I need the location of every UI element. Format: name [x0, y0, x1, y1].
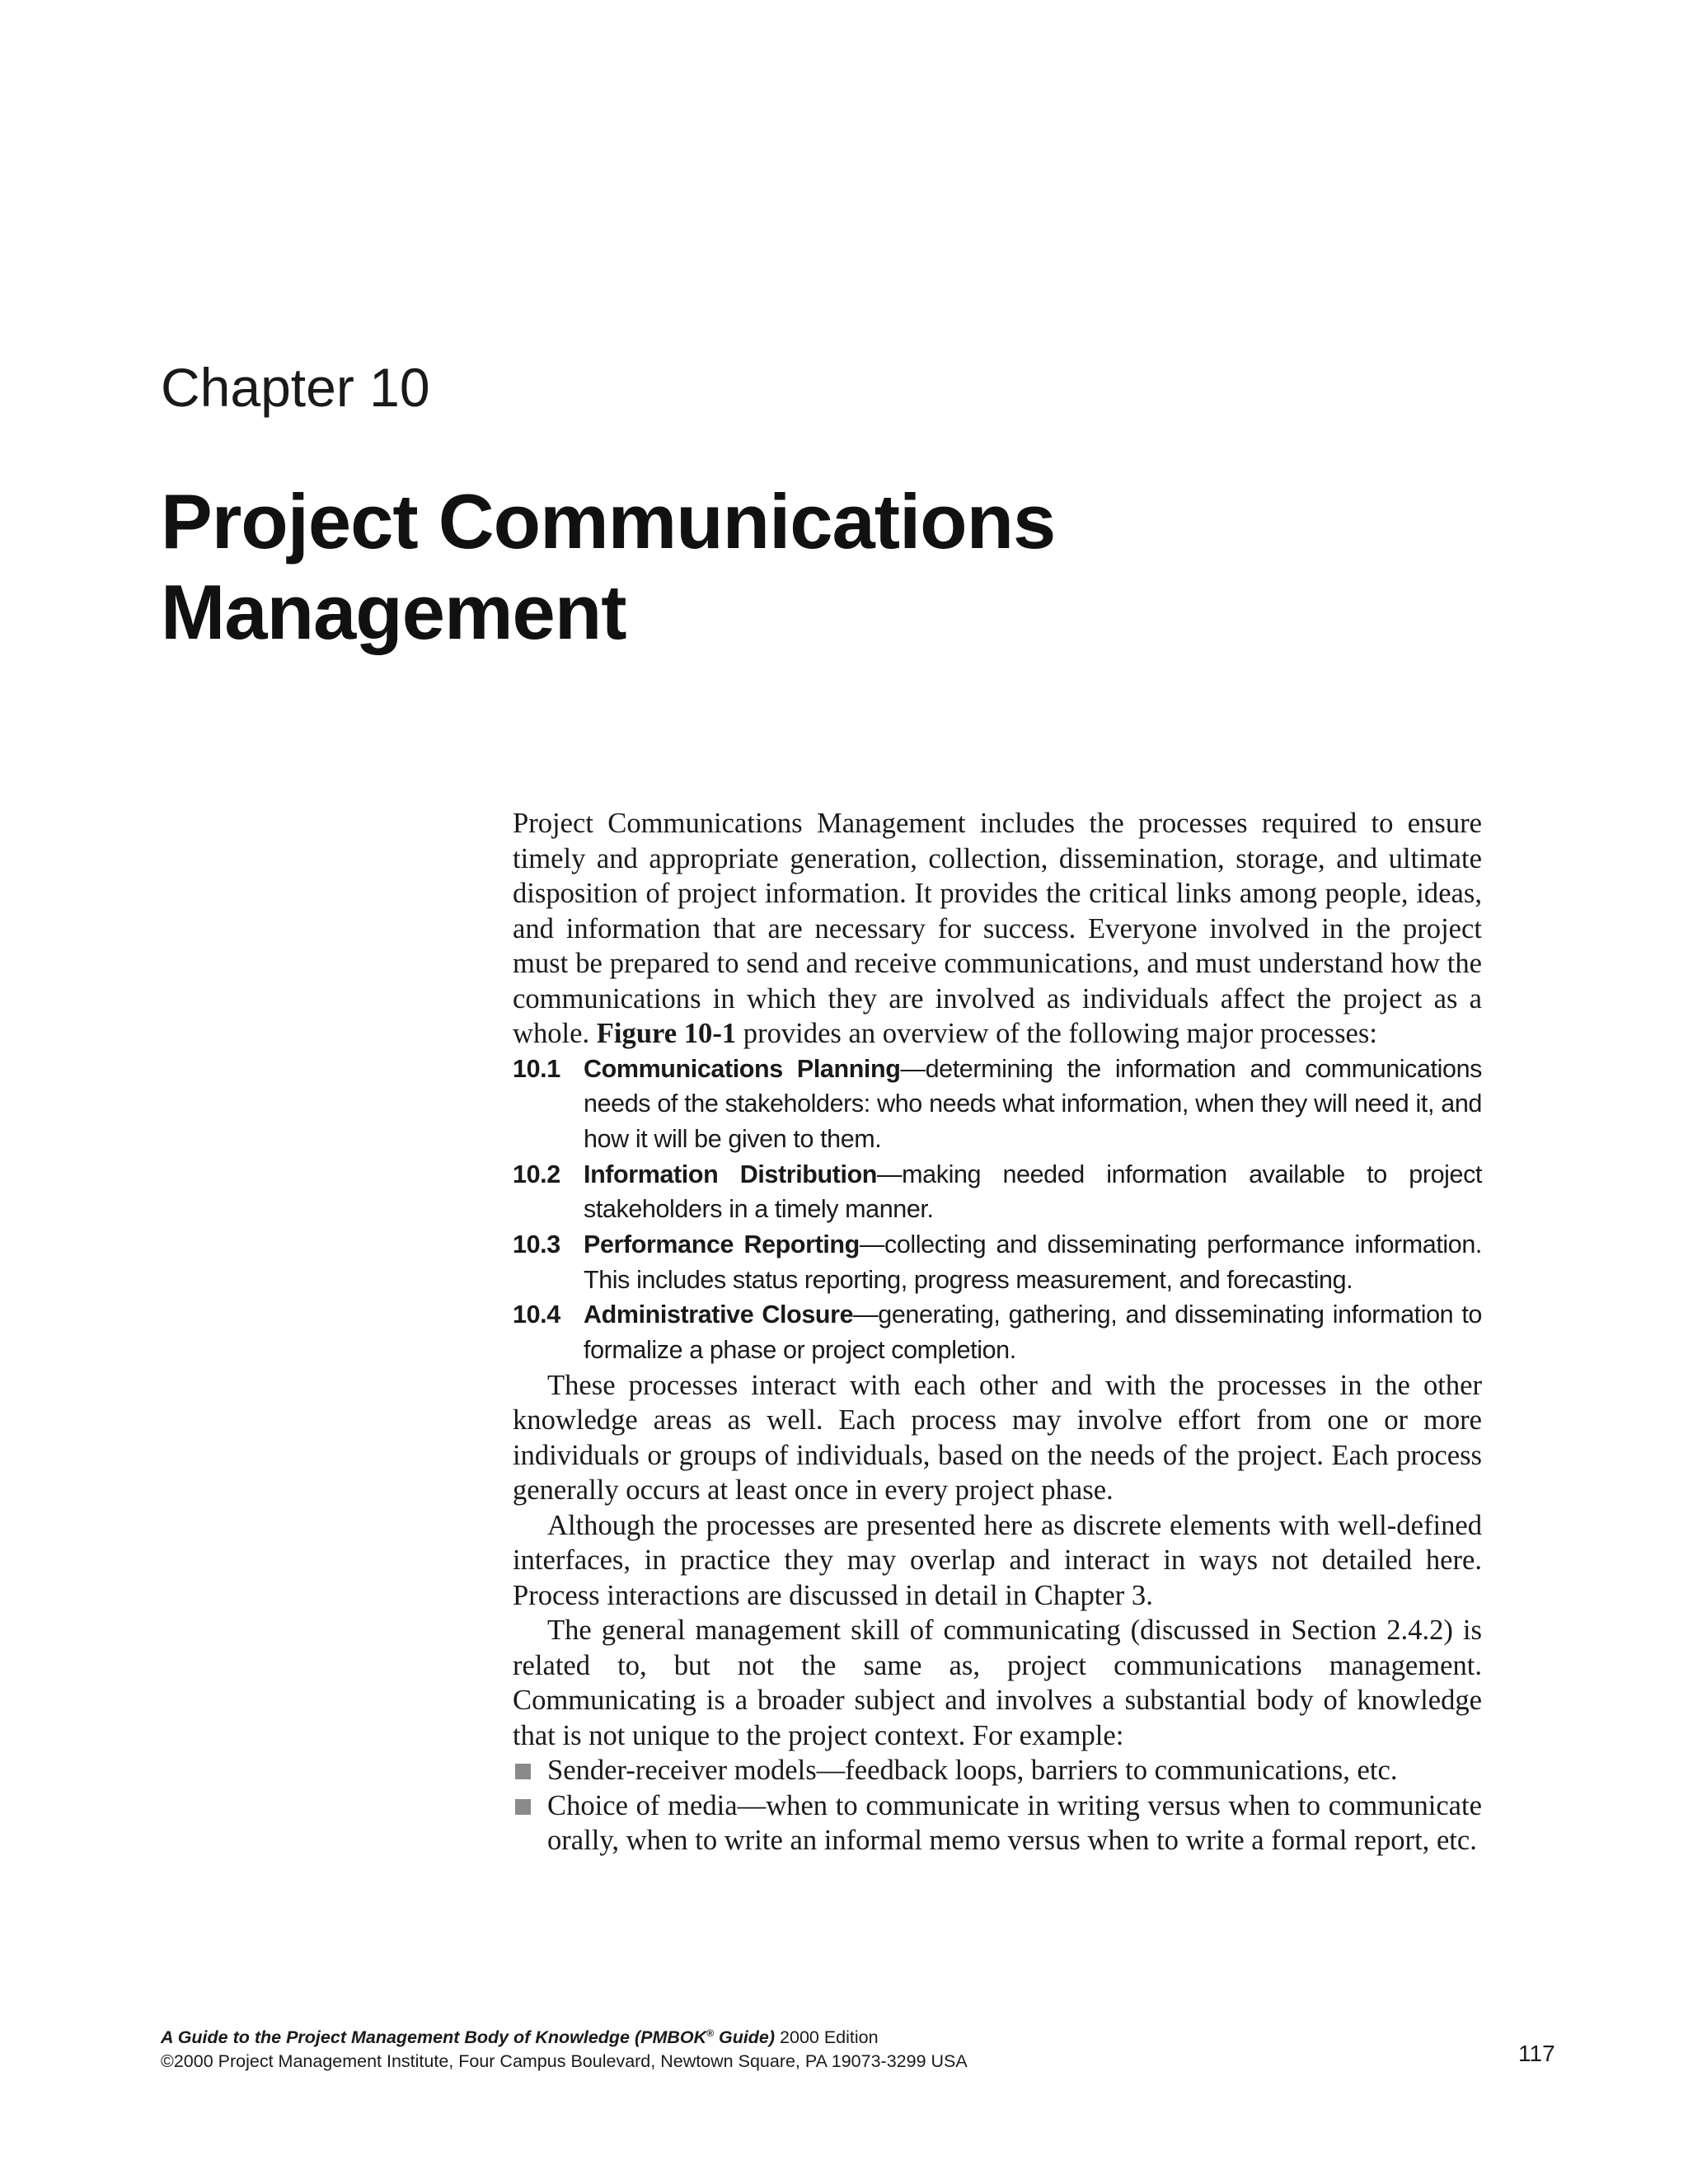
- square-bullet-icon: [515, 1764, 531, 1779]
- process-number: 10.1: [513, 1054, 560, 1083]
- process-number: 10.4: [513, 1301, 560, 1329]
- process-description: —determining the information and communications needs of the stakeholders: who needs what information, when they will need it, and how it will be given to them.: [584, 1054, 1482, 1153]
- process-item: [513, 1157, 1482, 1227]
- general-skill-paragraph: The general management skill of communicating (discussed in Section 2.4.2) is related to, but not the same as, project communications management. Communicating is a broader subject and involves a substantial body of knowledge that is not unique to the project context. For example:: [513, 1615, 1482, 1751]
- bullet-text: Choice of media—when to communicate in writing versus when to communicate orally, when to write an informal memo versus when to write a formal report, etc.: [547, 1789, 1482, 1857]
- process-item: [513, 1227, 1482, 1297]
- process-number: 10.2: [513, 1160, 560, 1188]
- chapter-label: Chapter 10: [161, 357, 430, 418]
- registered-mark: ®: [706, 2027, 714, 2039]
- intro-paragraph: [513, 806, 1482, 1052]
- process-item: [513, 1297, 1482, 1367]
- page-footer: [161, 2026, 968, 2074]
- footer-book-line: [161, 2026, 968, 2050]
- footer-copyright: ©2000 Project Management Institute, Four Campus Boulevard, Newtown Square, PA 19073-3299 USA: [161, 2051, 968, 2071]
- chapter-title-line-2: Management: [161, 569, 626, 655]
- process-number: 10.3: [513, 1230, 560, 1259]
- process-description: —making needed information available to project stakeholders in a timely manner.: [584, 1160, 1482, 1224]
- chapter-title-line-1: Project Communications: [161, 478, 1056, 565]
- process-name: Communications Planning: [584, 1054, 901, 1083]
- page-number: 117: [1518, 2041, 1555, 2066]
- process-item: [513, 1052, 1482, 1157]
- chapter-title: [161, 476, 1232, 658]
- edition-label: 2000 Edition: [775, 2027, 879, 2047]
- interaction-paragraph: These processes interact with each other and with the processes in the other knowledge areas as well. Each process may involve effort from one or more individuals or groups of individuals, based on the needs of the project. Each process generally occurs at least once in every project phase.: [513, 1369, 1482, 1507]
- book-title-prefix: A Guide to the Project Management Body of Knowledge (PMBOK: [161, 2027, 707, 2047]
- process-description: —generating, gathering, and disseminating information to formalize a phase or project completion.: [584, 1301, 1482, 1365]
- process-name: Performance Reporting: [584, 1230, 860, 1259]
- body-column: [513, 806, 1482, 1858]
- bullet-item: [513, 1753, 1482, 1788]
- process-list: [513, 1052, 1482, 1368]
- process-description: —collecting and disseminating performance information. This includes status reporting, progress measurement, and forecasting.: [584, 1230, 1482, 1294]
- figure-reference: Figure 10-1: [596, 1018, 737, 1049]
- intro-text: Project Communications Management includes the processes required to ensure timely and appropriate generation, collection, dissemination, storage, and ultimate disposition of project information. It provides the critical links among people, ideas, and information that are necessary for success. Everyone involved in the project must be prepared to send and receive communications, and must understand how the communications in which they are involved as individuals affect the project as a whole.: [513, 808, 1482, 1049]
- bullet-text: Sender-receiver models—feedback loops, barriers to communications, etc.: [547, 1755, 1398, 1787]
- process-name: Administrative Closure: [584, 1301, 854, 1329]
- bullet-item: [513, 1788, 1482, 1858]
- square-bullet-icon: [515, 1799, 531, 1815]
- book-title: [161, 2027, 775, 2047]
- intro-text-end: provides an overview of the following major processes:: [736, 1018, 1377, 1049]
- process-name: Information Distribution: [584, 1160, 878, 1188]
- example-bullet-list: [513, 1753, 1482, 1858]
- book-title-suffix: Guide): [714, 2027, 776, 2047]
- overlap-paragraph: Although the processes are presented here as discrete elements with well-defined interfaces, in practice they may overlap and interact in ways not detailed here. Process interactions are discussed in detail in Chapter 3.: [513, 1509, 1482, 1611]
